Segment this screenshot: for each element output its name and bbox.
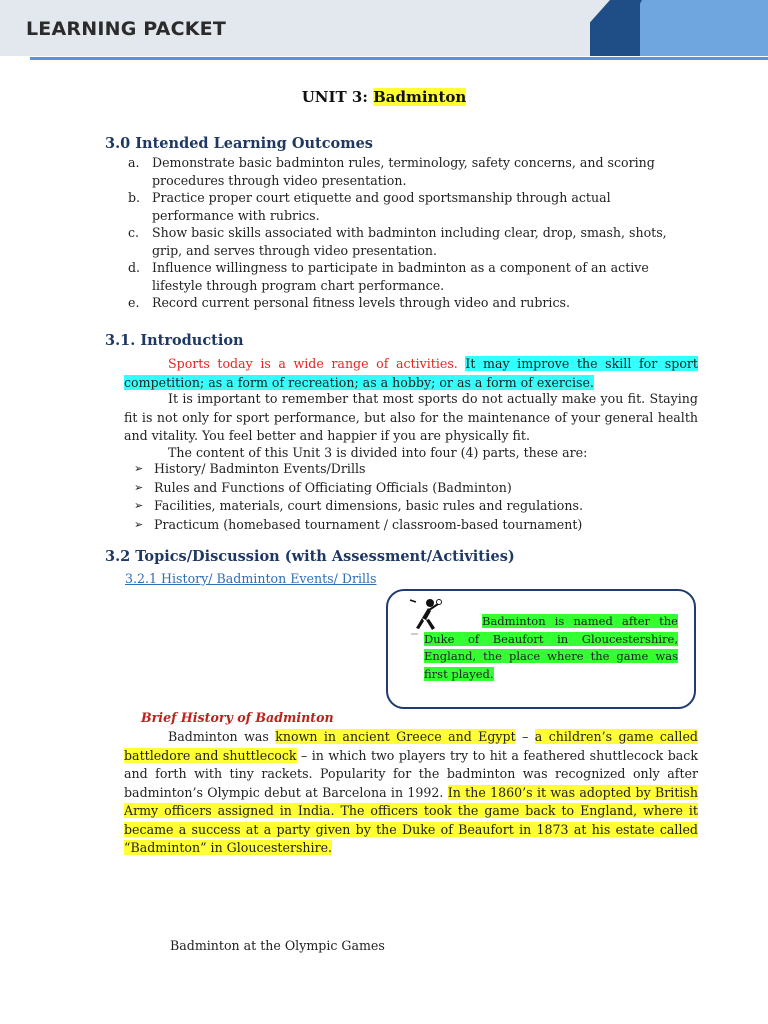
list-item: c. Show basic skills associated with badminton including clear, drop, smash, shots, grip, and serves through video presentation. [128,225,667,258]
intro-paragraph-1 [124,355,698,392]
header-underline [30,57,768,60]
callout-text-block [424,613,678,683]
outcomes-list [128,154,688,312]
unit-prefix: UNIT 3: [301,88,368,106]
list-item: ➢ History/ Badminton Events/Drills [134,460,694,479]
intro-paragraph-3: The content of this Unit 3 is divided into four (4) parts, these are: [168,445,588,460]
intro-paragraph-2: It is important to remember that most sports do not actually make you fit. Staying fit is not only for sport performance, but also for the maintenance of your general health and vitality. You feel better and happier if you are physically fit. [124,391,698,443]
list-item: d. Influence willingness to participate in badminton as a component of an active lifestyle through program chart performance. [128,260,649,293]
list-item: a. Demonstrate basic badminton rules, terminology, safety concerns, and scoring procedures through video presentation. [128,155,655,188]
callout-text: Badminton is named after the Duke of Beaufort in Gloucestershire, England, the place where the game was first played. [424,614,678,681]
unit-title [0,88,768,106]
list-item: e. Record current personal fitness levels through video and rubrics. [128,295,570,310]
intro-cyan-text: It may improve the skill for sport competition; as a form of recreation; as a hobby; or as a form of exercise. [124,356,698,390]
header-light-block [640,0,768,56]
list-item: ➢ Practicum (homebased tournament / classroom-based tournament) [134,516,694,535]
header-title: LEARNING PACKET [26,18,226,40]
intro-red-text: Sports today is a wide range of activities. [168,356,458,371]
introduction-heading: 3.1. Introduction [105,332,244,349]
list-item: ➢ Rules and Functions of Officiating Officials (Badminton) [134,479,694,498]
outcomes-heading: 3.0 Intended Learning Outcomes [105,135,373,152]
olympic-games-caption: Badminton at the Olympic Games [170,938,385,953]
header-wedge [560,0,610,56]
unit-name: Badminton [373,88,467,106]
page-header [0,0,768,62]
topics-heading: 3.2 Topics/Discussion (with Assessment/Activities) [105,548,515,565]
list-item: ➢ Facilities, materials, court dimensions, basic rules and regulations. [134,497,694,516]
header-wedge-2 [612,0,642,56]
history-link[interactable]: 3.2.1 History/ Badminton Events/ Drills [125,571,377,586]
list-item: b. Practice proper court etiquette and good sportsmanship through actual performance with rubrics. [128,190,611,223]
brief-history-heading: Brief History of Badminton [141,710,334,725]
brief-history-paragraph: Badminton was known in ancient Greece and Egypt – a children’s game called battledore and shuttlecock – in which two players try to hit a feathered shuttlecock back and forth with tiny rackets. Popularity for the badminton was recognized only after badminton’s Olympic debut at Barcelona in 1992. In the 1860’s it was adopted by British Army officers assigned in India. The officers took the game back to England, where it became a success at a party given by the Duke of Beaufort in 1873 at his estate called “Badminton” in Gloucestershire. [124,729,698,855]
unit-parts-list [134,460,694,534]
